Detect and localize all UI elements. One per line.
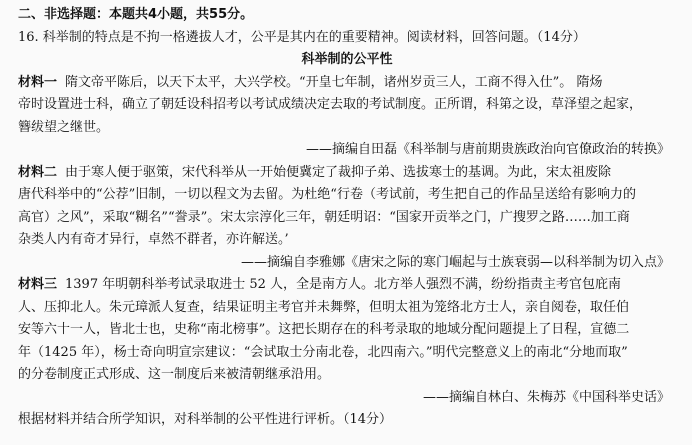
- material-1-line-3: 簪绂望之继世。: [18, 119, 110, 135]
- material-2-line-2: 唐代科举中的“公荐”旧制，一切以程文为去留。为杜绝“行卷（考试前，考生把自己的作品呈送给有影响力的: [18, 187, 636, 202]
- material-1-tag: 材料一: [18, 74, 58, 90]
- material-2-line-4: 杂类人内有奇才异行，卓然不群者，亦许解送。’: [18, 232, 289, 247]
- material-3-line-1: 材料三 1397 年明朝科举考试录取进士 52 人，全是南方人。北方举人强烈不满，纷纷指责主考官包庇南: [18, 277, 622, 292]
- answer-prompt: 根据材料并结合所学知识，对科举制的公平性进行评析。（14分）: [18, 412, 393, 427]
- section-header: 二、非选择题：本题共4小题，共55分。: [18, 7, 254, 22]
- material-3-line-4: 年（1425 年），杨士奇向明宣宗建议：“会试取士分南北卷，北四南六。”明代完整意义上的南北“分地而取”: [18, 344, 628, 360]
- material-3-line-3: 安等六十一人，皆北士也，史称“南北榜事”。这把长期存在的科考录取的地域分配问题提上了日程，宣德二: [18, 322, 630, 337]
- material-1-line-2: 帝时设置进士科，确立了朝廷设科招考以考试成绩决定去取的考试制度。正所谓，科第之设，草泽望之起家，: [18, 97, 643, 112]
- material-1-source: ——摘编自田磊《科举制与唐前期贵族政治向官僚政治的转换》: [305, 142, 670, 157]
- material-2-source: ——摘编自李雅娜《唐宋之际的寒门崛起与士族衰弱—以科举制为切入点》: [240, 254, 670, 270]
- question-stem: 16. 科举制的特点是不拘一格遴拔人才，公平是其内在的重要精神。阅读材料，回答问题。（14分）: [18, 29, 586, 45]
- material-2-line-3: 高官）之风”，采取“糊名”“誊录”。宋太宗淳化三年，朝廷明诏：“国家开贡举之门，广搜罗之路……加工商: [18, 209, 630, 225]
- material-1-line-1: 材料一 隋文帝平陈后，以天下太平，大兴学校。“开皇七年制，诸州岁贡三人，工商不得入仕”。 隋炀: [18, 74, 603, 90]
- material-2-tag: 材料二: [18, 164, 58, 180]
- material-3-line-5: 的分卷制度正式形成、这一制度后来被清朝继承沿用。: [18, 367, 331, 382]
- material-3-source: ——摘编自林白、朱梅苏《中国科举史话》: [422, 389, 670, 405]
- material-2-line-1: 材料二 由于寒人便于驱策，宋代科举从一开始便冀定了裁抑子弟、选拔寒士的基调。为此，宋太祖废除: [18, 164, 612, 180]
- material-3-line-2: 人、压抑北人。朱元璋派人复查，结果证明主考官并未舞弊，但明太祖为笼络北方士人，亲自阅卷，取任伯: [18, 299, 630, 315]
- material-title: 科举制的公平性: [301, 52, 393, 67]
- material-3-tag: 材料三: [18, 277, 58, 292]
